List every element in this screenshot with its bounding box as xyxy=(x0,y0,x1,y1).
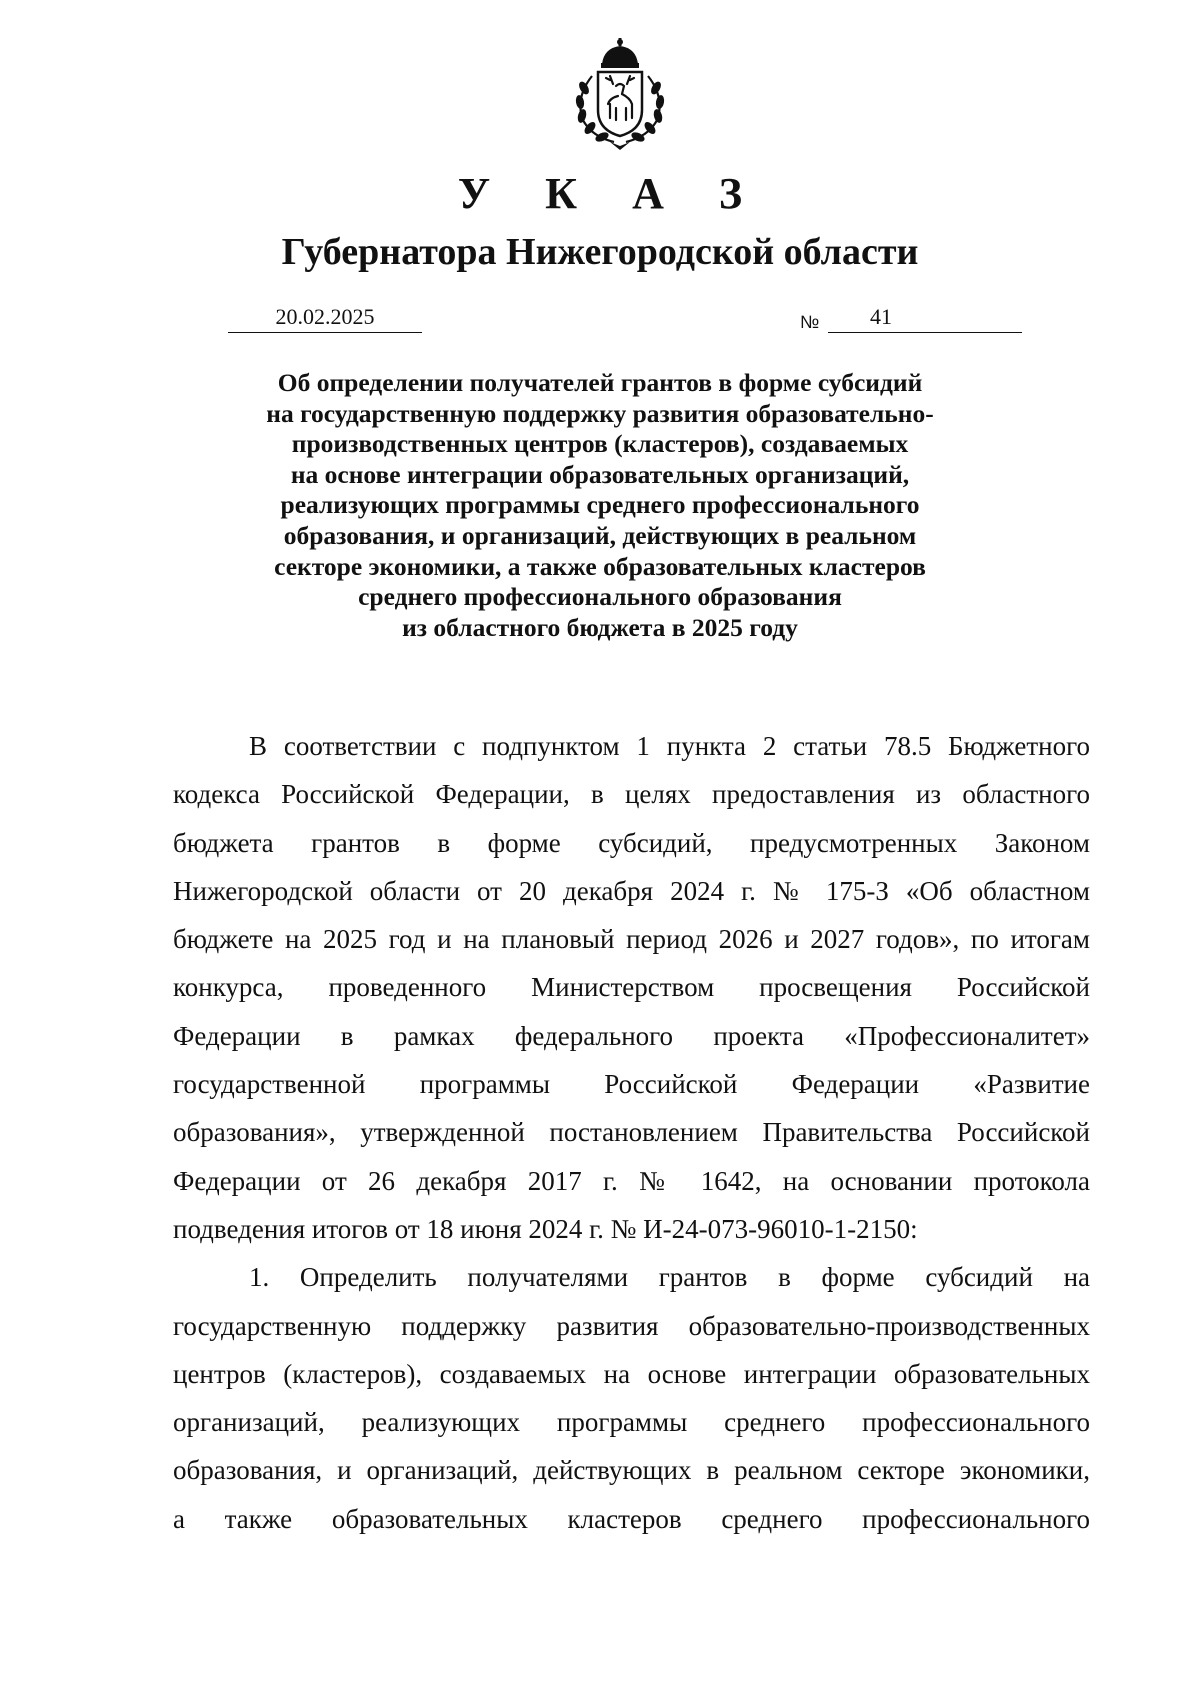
subject-line: из областного бюджета в 2025 году xyxy=(402,612,798,642)
body-line: Федерации в рамках федерального проекта «Профессионалитет» xyxy=(173,1020,1090,1051)
document-date: 20.02.2025 xyxy=(228,306,422,333)
body-line: 1. Определить получателями грантов в форме субсидий на xyxy=(249,1262,1090,1293)
subject-line: на основе интеграции образовательных организаций, xyxy=(290,459,910,489)
body-line: кодекса Российской Федерации, в целях предоставления из областного xyxy=(173,779,1090,810)
body-line: В соответствии с подпунктом 1 пункта 2 статьи 78.5 Бюджетного xyxy=(249,731,1090,761)
body-line: бюджета грантов в форме субсидий, предусмотренных Законом xyxy=(173,827,1090,858)
body-line: Нижегородской области от 20 декабря 2024 г. № 175-З «Об областном xyxy=(173,875,1090,906)
body-line: бюджете на 2025 год и на плановый период 2026 и 2027 годов», по итогам xyxy=(173,924,1090,955)
document-number: 41 xyxy=(870,304,892,329)
document-subject xyxy=(200,368,1000,643)
body-line: центров (кластеров), создаваемых на основе интеграции образовательных xyxy=(173,1358,1090,1389)
body-line: образования, и организаций, действующих в реальном секторе экономики, xyxy=(173,1455,1090,1486)
subject-line: производственных центров (кластеров), создаваемых xyxy=(291,429,909,459)
subject-line: реализующих программы среднего профессионального xyxy=(280,490,920,520)
body-line: образования», утвержденной постановлением Правительства Российской xyxy=(173,1117,1090,1148)
body-line: организаций, реализующих программы среднего профессионального xyxy=(173,1407,1090,1438)
body-line: государственной программы Российской Федерации «Развитие xyxy=(173,1069,1090,1100)
issuing-authority: Губернатора Нижегородской области xyxy=(281,231,919,273)
subject-line: среднего профессионального образования xyxy=(358,582,842,612)
body-line: государственную поддержку развития образовательно-производственных xyxy=(173,1310,1090,1341)
body-line: подведения итогов от 18 июня 2024 г. № И-24-073-96010-1-2150: xyxy=(173,1213,918,1244)
subject-line: образования, и организаций, действующих в реальном xyxy=(283,520,917,550)
document-type-title: У К А З xyxy=(457,169,765,218)
body-line: Федерации от 26 декабря 2017 г. № 1642, на основании протокола xyxy=(173,1165,1090,1196)
document-body xyxy=(173,722,1090,1543)
subject-line: на государственную поддержку развития образовательно- xyxy=(266,398,934,428)
coat-of-arms-emblem xyxy=(570,38,670,150)
subject-line: секторе экономики, а также образовательных кластеров xyxy=(274,551,926,581)
body-line: а также образовательных кластеров среднего профессионального xyxy=(173,1503,1090,1534)
body-line: конкурса, проведенного Министерством просвещения Российской xyxy=(173,972,1090,1003)
document-number-field xyxy=(828,306,1022,333)
number-sign: № xyxy=(800,312,820,332)
subject-line: Об определении получателей грантов в форме субсидий xyxy=(277,368,923,397)
